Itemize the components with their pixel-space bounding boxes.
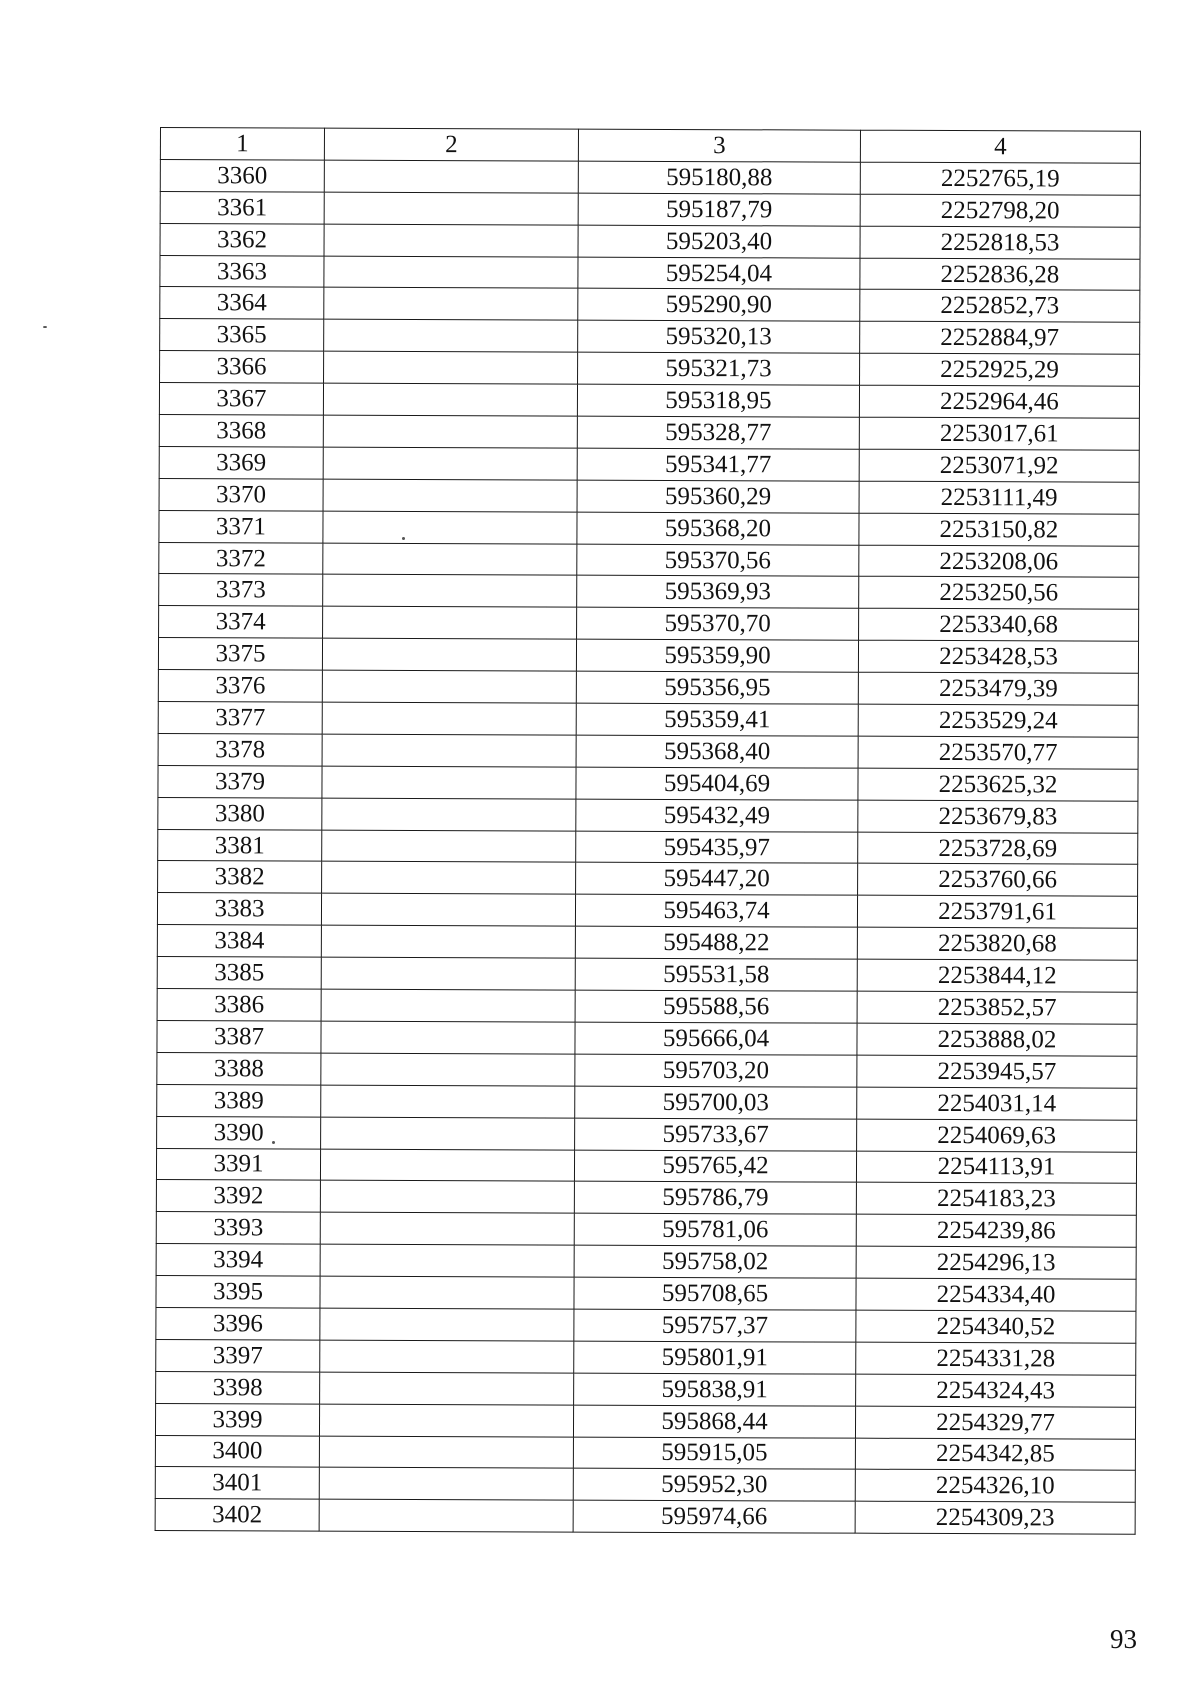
point-number-cell: 3379 bbox=[158, 765, 322, 798]
coordinate-x-cell: 595801,91 bbox=[574, 1341, 856, 1374]
point-number-cell: 3396 bbox=[156, 1307, 320, 1340]
column-2-cell bbox=[322, 734, 576, 767]
table-row bbox=[158, 670, 1138, 706]
point-number-cell: 3395 bbox=[156, 1276, 320, 1309]
column-2-cell bbox=[323, 415, 577, 448]
column-2-cell bbox=[321, 957, 575, 990]
column-header-2: 2 bbox=[324, 128, 578, 161]
table-row bbox=[155, 1499, 1135, 1535]
coordinate-y-cell: 2254296,13 bbox=[856, 1246, 1136, 1279]
table-row bbox=[160, 287, 1140, 323]
coordinate-y-cell: 2253852,57 bbox=[857, 991, 1137, 1024]
coordinate-x-cell: 595254,04 bbox=[578, 257, 860, 290]
coordinate-y-cell: 2254183,23 bbox=[856, 1183, 1136, 1216]
coordinate-y-cell: 2253479,39 bbox=[858, 672, 1138, 705]
column-2-cell bbox=[323, 543, 577, 576]
table-row bbox=[159, 542, 1139, 578]
column-2-cell bbox=[321, 894, 575, 927]
coordinate-x-cell: 595708,65 bbox=[574, 1277, 856, 1310]
column-2-cell bbox=[320, 1149, 574, 1182]
point-number-cell: 3381 bbox=[158, 829, 322, 862]
coordinate-y-cell: 2254113,91 bbox=[856, 1151, 1136, 1184]
table-row bbox=[160, 223, 1140, 259]
coordinate-x-cell: 595666,04 bbox=[575, 1022, 857, 1055]
coordinate-x-cell: 595757,37 bbox=[574, 1309, 856, 1342]
coordinate-y-cell: 2254342,85 bbox=[855, 1438, 1135, 1471]
point-number-cell: 3375 bbox=[158, 638, 322, 671]
coordinate-x-cell: 595370,70 bbox=[577, 607, 859, 640]
table-row bbox=[159, 446, 1139, 482]
column-header-4: 4 bbox=[860, 130, 1140, 163]
column-2-cell bbox=[324, 351, 578, 384]
point-number-cell: 3385 bbox=[157, 957, 321, 990]
point-number-cell: 3392 bbox=[156, 1180, 320, 1213]
table-row bbox=[159, 510, 1139, 546]
table-row bbox=[158, 638, 1138, 674]
coordinate-x-cell: 595180,88 bbox=[578, 161, 860, 194]
coordinate-y-cell: 2253945,57 bbox=[857, 1055, 1137, 1088]
coordinate-x-cell: 595341,77 bbox=[577, 448, 859, 481]
coordinate-y-cell: 2254324,43 bbox=[856, 1374, 1136, 1407]
column-2-cell bbox=[322, 862, 576, 895]
coordinate-y-cell: 2254331,28 bbox=[856, 1342, 1136, 1375]
coordinate-x-cell: 595868,44 bbox=[573, 1405, 855, 1438]
coordinate-x-cell: 595359,90 bbox=[576, 639, 858, 672]
column-2-cell bbox=[323, 447, 577, 480]
point-number-cell: 3389 bbox=[157, 1084, 321, 1117]
coordinate-x-cell: 595359,41 bbox=[576, 703, 858, 736]
table-row bbox=[158, 765, 1138, 801]
column-header-3: 3 bbox=[578, 129, 860, 162]
page-number: 93 bbox=[1110, 1624, 1137, 1654]
coordinate-y-cell: 2254069,63 bbox=[857, 1119, 1137, 1152]
point-number-cell: 3388 bbox=[157, 1052, 321, 1085]
column-2-cell bbox=[320, 1308, 574, 1341]
point-number-cell: 3397 bbox=[156, 1339, 320, 1372]
coordinate-y-cell: 2254031,14 bbox=[857, 1087, 1137, 1120]
coordinate-y-cell: 2253428,53 bbox=[858, 640, 1138, 673]
coordinate-y-cell: 2253017,61 bbox=[859, 417, 1139, 450]
coordinate-x-cell: 595404,69 bbox=[576, 767, 858, 800]
point-number-cell: 3361 bbox=[160, 191, 324, 224]
coordinate-y-cell: 2253820,68 bbox=[857, 927, 1137, 960]
coordinate-y-cell: 2253150,82 bbox=[859, 513, 1139, 546]
coordinate-x-cell: 595320,13 bbox=[578, 320, 860, 353]
coordinate-y-cell: 2253679,83 bbox=[858, 800, 1138, 833]
table-row bbox=[157, 893, 1137, 929]
point-number-cell: 3390 bbox=[157, 1116, 321, 1149]
table-row bbox=[157, 1084, 1137, 1120]
column-2-cell bbox=[319, 1404, 573, 1437]
column-2-cell bbox=[323, 511, 577, 544]
coordinate-y-cell: 2253111,49 bbox=[859, 481, 1139, 514]
coordinate-x-cell: 595368,40 bbox=[576, 735, 858, 768]
table-row bbox=[157, 1020, 1137, 1056]
point-number-cell: 3380 bbox=[158, 797, 322, 830]
column-2-cell bbox=[320, 1212, 574, 1245]
coordinate-y-cell: 2252925,29 bbox=[860, 353, 1140, 386]
column-2-cell bbox=[322, 638, 576, 671]
point-number-cell: 3378 bbox=[158, 733, 322, 766]
coordinate-y-cell: 2253071,92 bbox=[859, 449, 1139, 482]
coordinate-x-cell: 595318,95 bbox=[577, 384, 859, 417]
coordinate-y-cell: 2253791,61 bbox=[857, 896, 1137, 929]
column-2-cell bbox=[322, 702, 576, 735]
point-number-cell: 3393 bbox=[156, 1212, 320, 1245]
coordinate-x-cell: 595786,79 bbox=[574, 1181, 856, 1214]
column-2-cell bbox=[321, 1053, 575, 1086]
scan-speck bbox=[272, 1141, 275, 1144]
point-number-cell: 3376 bbox=[158, 670, 322, 703]
coordinate-y-cell: 2253208,06 bbox=[859, 545, 1139, 578]
table-row bbox=[158, 733, 1138, 769]
coordinate-y-cell: 2254340,52 bbox=[856, 1310, 1136, 1343]
table-row bbox=[158, 861, 1138, 897]
coordinate-x-cell: 595488,22 bbox=[575, 926, 857, 959]
coordinate-x-cell: 595974,66 bbox=[573, 1500, 855, 1533]
table-row bbox=[160, 255, 1140, 291]
table-row bbox=[160, 159, 1140, 195]
coordinate-x-cell: 595447,20 bbox=[576, 863, 858, 896]
table-row bbox=[158, 797, 1138, 833]
column-2-cell bbox=[321, 925, 575, 958]
coordinate-x-cell: 595360,29 bbox=[577, 480, 859, 513]
column-2-cell bbox=[321, 1117, 575, 1150]
column-2-cell bbox=[319, 1499, 573, 1532]
point-number-cell: 3399 bbox=[155, 1403, 319, 1436]
column-2-cell bbox=[324, 256, 578, 289]
point-number-cell: 3367 bbox=[159, 383, 323, 416]
table-row bbox=[155, 1435, 1135, 1471]
coordinate-x-cell: 595435,97 bbox=[576, 831, 858, 864]
point-number-cell: 3401 bbox=[155, 1467, 319, 1500]
point-number-cell: 3368 bbox=[159, 415, 323, 448]
table-row bbox=[156, 1148, 1136, 1184]
coordinate-y-cell: 2252852,73 bbox=[860, 290, 1140, 323]
point-number-cell: 3363 bbox=[160, 255, 324, 288]
column-2-cell bbox=[324, 160, 578, 193]
point-number-cell: 3386 bbox=[157, 989, 321, 1022]
column-2-cell bbox=[323, 479, 577, 512]
table-header-row bbox=[160, 128, 1140, 164]
coordinate-x-cell: 595187,79 bbox=[578, 193, 860, 226]
table-row bbox=[156, 1244, 1136, 1280]
point-number-cell: 3402 bbox=[155, 1499, 319, 1532]
coordinate-y-cell: 2254309,23 bbox=[855, 1501, 1135, 1534]
table-row bbox=[159, 383, 1139, 419]
coordinate-x-cell: 595356,95 bbox=[576, 671, 858, 704]
coordinate-x-cell: 595952,30 bbox=[573, 1469, 855, 1502]
table-row bbox=[159, 478, 1139, 514]
scan-speck bbox=[43, 326, 47, 328]
coordinate-y-cell: 2254329,77 bbox=[855, 1406, 1135, 1439]
column-2-cell bbox=[322, 766, 576, 799]
column-2-cell bbox=[323, 575, 577, 608]
point-number-cell: 3384 bbox=[157, 925, 321, 958]
table-row bbox=[158, 829, 1138, 865]
coordinate-y-cell: 2253728,69 bbox=[858, 832, 1138, 865]
coordinate-y-cell: 2252818,53 bbox=[860, 226, 1140, 259]
table-row bbox=[157, 1116, 1137, 1152]
coordinate-y-cell: 2253340,68 bbox=[859, 609, 1139, 642]
point-number-cell: 3391 bbox=[156, 1148, 320, 1181]
column-2-cell bbox=[319, 1468, 573, 1501]
column-2-cell bbox=[321, 1085, 575, 1118]
coordinate-y-cell: 2253760,66 bbox=[858, 864, 1138, 897]
point-number-cell: 3387 bbox=[157, 1020, 321, 1053]
column-2-cell bbox=[320, 1244, 574, 1277]
coordinate-y-cell: 2254239,86 bbox=[856, 1214, 1136, 1247]
point-number-cell: 3382 bbox=[158, 861, 322, 894]
point-number-cell: 3383 bbox=[157, 893, 321, 926]
coordinate-y-cell: 2252964,46 bbox=[859, 385, 1139, 418]
coordinate-x-cell: 595765,42 bbox=[574, 1150, 856, 1183]
coordinate-y-cell: 2253529,24 bbox=[858, 704, 1138, 737]
coordinate-x-cell: 595781,06 bbox=[574, 1213, 856, 1246]
column-2-cell bbox=[321, 1021, 575, 1054]
coordinate-y-cell: 2252798,20 bbox=[860, 194, 1140, 227]
column-2-cell bbox=[324, 192, 578, 225]
table-row bbox=[159, 415, 1139, 451]
coordinate-x-cell: 595758,02 bbox=[574, 1245, 856, 1278]
point-number-cell: 3400 bbox=[155, 1435, 319, 1468]
table-row bbox=[157, 989, 1137, 1025]
table-row bbox=[156, 1276, 1136, 1312]
table-row bbox=[155, 1467, 1135, 1503]
coordinate-y-cell: 2252836,28 bbox=[860, 258, 1140, 291]
coordinate-x-cell: 595328,77 bbox=[577, 416, 859, 449]
coordinate-x-cell: 595203,40 bbox=[578, 225, 860, 258]
coordinates-table bbox=[155, 127, 1141, 1535]
column-2-cell bbox=[321, 989, 575, 1022]
coordinate-y-cell: 2254334,40 bbox=[856, 1278, 1136, 1311]
column-2-cell bbox=[323, 383, 577, 416]
coordinate-x-cell: 595369,93 bbox=[577, 576, 859, 609]
column-2-cell bbox=[322, 830, 576, 863]
table-row bbox=[159, 606, 1139, 642]
column-2-cell bbox=[322, 670, 576, 703]
coordinate-x-cell: 595290,90 bbox=[578, 289, 860, 322]
column-2-cell bbox=[324, 224, 578, 257]
table-row bbox=[157, 957, 1137, 993]
point-number-cell: 3370 bbox=[159, 478, 323, 511]
point-number-cell: 3366 bbox=[160, 351, 324, 384]
table-row bbox=[160, 191, 1140, 227]
coordinate-y-cell: 2253625,32 bbox=[858, 768, 1138, 801]
point-number-cell: 3372 bbox=[159, 542, 323, 575]
coordinate-y-cell: 2254326,10 bbox=[855, 1470, 1135, 1503]
coordinate-x-cell: 595370,56 bbox=[577, 544, 859, 577]
column-2-cell bbox=[320, 1340, 574, 1373]
table-row bbox=[160, 319, 1140, 355]
column-2-cell bbox=[320, 1372, 574, 1405]
table-row bbox=[156, 1339, 1136, 1375]
point-number-cell: 3369 bbox=[159, 446, 323, 479]
coordinate-x-cell: 595432,49 bbox=[576, 799, 858, 832]
table-row bbox=[156, 1180, 1136, 1216]
coordinate-y-cell: 2253888,02 bbox=[857, 1023, 1137, 1056]
coordinate-x-cell: 595838,91 bbox=[574, 1373, 856, 1406]
coordinate-x-cell: 595915,05 bbox=[573, 1437, 855, 1470]
table-row bbox=[157, 925, 1137, 961]
coordinate-x-cell: 595703,20 bbox=[575, 1054, 857, 1087]
point-number-cell: 3364 bbox=[160, 287, 324, 320]
coordinate-x-cell: 595588,56 bbox=[575, 990, 857, 1023]
point-number-cell: 3374 bbox=[159, 606, 323, 639]
coordinate-x-cell: 595321,73 bbox=[578, 352, 860, 385]
coordinate-x-cell: 595368,20 bbox=[577, 512, 859, 545]
coordinate-y-cell: 2252765,19 bbox=[860, 162, 1140, 195]
coordinate-y-cell: 2253250,56 bbox=[859, 577, 1139, 610]
table-row bbox=[157, 1052, 1137, 1088]
coordinate-x-cell: 595733,67 bbox=[575, 1118, 857, 1151]
table-row bbox=[156, 1307, 1136, 1343]
point-number-cell: 3362 bbox=[160, 223, 324, 256]
column-2-cell bbox=[323, 606, 577, 639]
point-number-cell: 3398 bbox=[156, 1371, 320, 1404]
coordinate-x-cell: 595463,74 bbox=[575, 894, 857, 927]
column-2-cell bbox=[324, 288, 578, 321]
table-row bbox=[159, 574, 1139, 610]
table-row bbox=[156, 1371, 1136, 1407]
column-header-1: 1 bbox=[160, 128, 324, 161]
coordinate-y-cell: 2253844,12 bbox=[857, 959, 1137, 992]
point-number-cell: 3377 bbox=[158, 702, 322, 735]
table-body bbox=[155, 128, 1140, 1535]
coordinate-y-cell: 2252884,97 bbox=[860, 322, 1140, 355]
table-row bbox=[160, 351, 1140, 387]
column-2-cell bbox=[320, 1276, 574, 1309]
coordinate-x-cell: 595531,58 bbox=[575, 958, 857, 991]
column-2-cell bbox=[324, 319, 578, 352]
table-row bbox=[155, 1403, 1135, 1439]
table-row bbox=[158, 702, 1138, 738]
column-2-cell bbox=[319, 1436, 573, 1469]
scan-speck bbox=[402, 537, 405, 540]
column-2-cell bbox=[322, 798, 576, 831]
point-number-cell: 3394 bbox=[156, 1244, 320, 1277]
table-row bbox=[156, 1212, 1136, 1248]
column-2-cell bbox=[320, 1181, 574, 1214]
coordinate-x-cell: 595700,03 bbox=[575, 1086, 857, 1119]
coordinate-y-cell: 2253570,77 bbox=[858, 736, 1138, 769]
point-number-cell: 3371 bbox=[159, 510, 323, 543]
point-number-cell: 3373 bbox=[159, 574, 323, 607]
point-number-cell: 3360 bbox=[160, 159, 324, 192]
point-number-cell: 3365 bbox=[160, 319, 324, 352]
